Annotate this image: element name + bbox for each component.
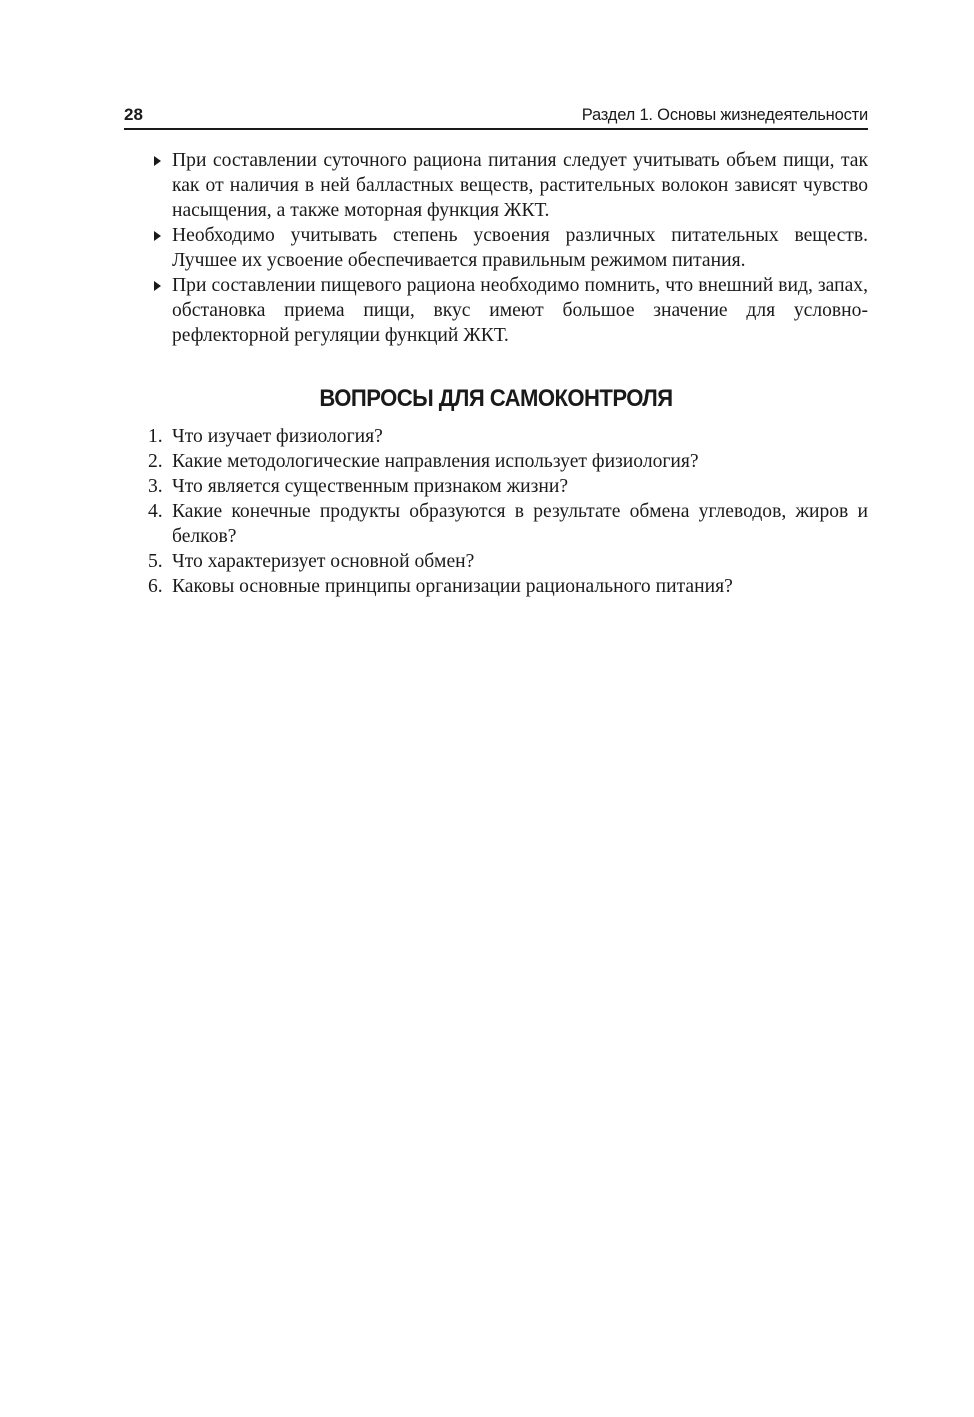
question-item	[124, 424, 868, 449]
question-number: 2.	[148, 451, 163, 472]
question-number: 1.	[148, 426, 163, 447]
question-number: 6.	[148, 576, 163, 597]
question-text: Каковы основные принципы организации рационального питания?	[172, 576, 733, 597]
question-text: Что характеризует основной обмен?	[172, 551, 475, 572]
question-item	[124, 499, 868, 549]
question-number: 4.	[148, 501, 163, 522]
bullet-item	[124, 148, 868, 223]
bullet-text: При составлении пищевого рациона необходимо помнить, что внешний вид, запах, обстановка приема пищи, вкус имеют большое значение для условно-рефлекторной регуляции функций ЖКТ.	[172, 275, 868, 346]
book-page	[124, 100, 868, 599]
question-item	[124, 574, 868, 599]
question-item	[124, 474, 868, 499]
triangle-bullet-icon	[154, 156, 161, 166]
bullet-item	[124, 223, 868, 273]
questions-heading: ВОПРОСЫ ДЛЯ САМОКОНТРОЛЯ	[319, 385, 673, 412]
question-item	[124, 449, 868, 474]
question-text: Какие конечные продукты образуются в результате обмена углеводов, жиров и белков?	[172, 501, 868, 547]
bullet-text: Необходимо учитывать степень усвоения различных питательных веществ. Лучшее их усвоение обеспечивается правильным режимом питания.	[172, 225, 868, 271]
bullet-text: При составлении суточного рациона питания следует учитывать объем пищи, так как от наличия в ней балластных веществ, растительных волокон зависят чувство насыщения, а также моторная функция ЖКТ.	[172, 150, 868, 221]
page-number: 28	[124, 105, 143, 124]
triangle-bullet-icon	[154, 231, 161, 241]
question-text: Что является существенным признаком жизни?	[172, 476, 569, 497]
bullet-item	[124, 273, 868, 348]
running-header	[124, 100, 868, 130]
questions-list	[124, 424, 868, 599]
question-text: Что изучает физиология?	[172, 426, 383, 447]
question-number: 3.	[148, 476, 163, 497]
section-title: Раздел 1. Основы жизнедеятельности	[581, 106, 868, 124]
question-item	[124, 549, 868, 574]
question-text: Какие методологические направления использует физиология?	[172, 451, 699, 472]
triangle-bullet-icon	[154, 281, 161, 291]
bullet-list	[124, 148, 868, 348]
question-number: 5.	[148, 551, 163, 572]
